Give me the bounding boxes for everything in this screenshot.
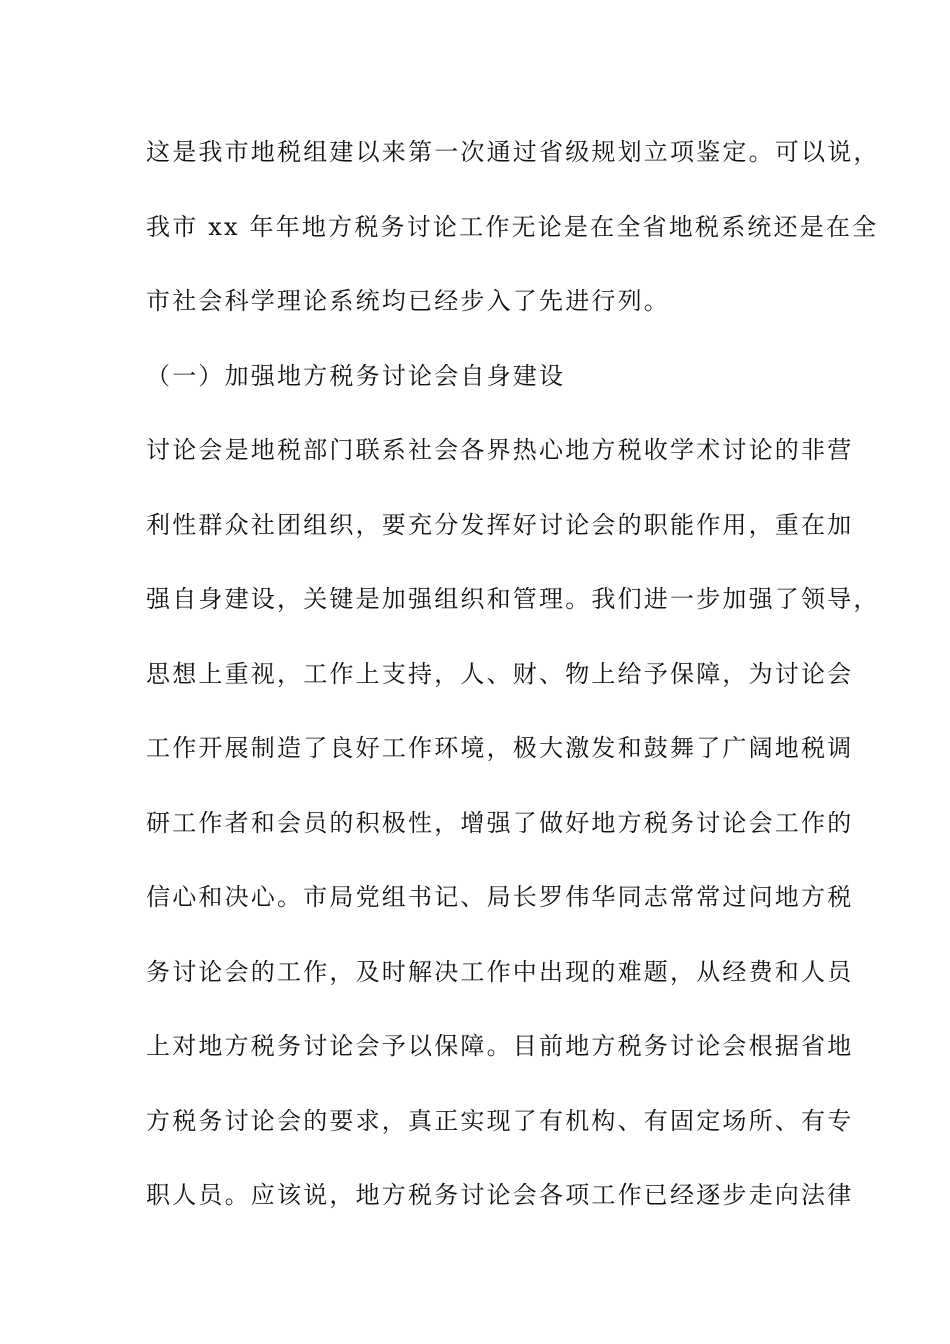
text-line: 职人员。应该说，地方税务讨论会各项工作已经逐步走向法律 [146,1181,854,1209]
text-line: 工作开展制造了良好工作环境，极大激发和鼓舞了广阔地税调 [146,734,854,762]
text-line: 利性群众社团组织，要充分发挥好讨论会的职能作用，重在加 [146,510,854,539]
text-line: 务讨论会的工作，及时解决工作中出现的难题，从经费和人员 [146,957,854,986]
text-line: 市社会科学理论系统均已经步入了先进行列。 [146,287,670,315]
text-line: 方税务讨论会的要求，真正实现了有机构、有固定场所、有专 [146,1106,854,1135]
text-line: 思想上重视，工作上支持，人、财、物上给予保障，为讨论会 [146,659,854,688]
body-text [146,128,880,1246]
text-line: 上对地方税务讨论会予以保障。目前地方税务讨论会根据省地 [146,1032,854,1060]
text-line: 我市 xx 年年地方税务讨论工作无论是在全省地税系统还是在全 [146,212,879,241]
text-line: 这是我市地税组建以来第一次通过省级规划立项鉴定。可以说， [146,138,880,166]
section-heading: （一）加强地方税务讨论会自身建设 [146,361,566,390]
text-line: 研工作者和会员的积极性，增强了做好地方税务讨论会工作的 [146,808,854,837]
text-line: 信心和决心。市局党组书记、局长罗伟华同志常常过问地方税 [146,883,854,911]
text-line: 强自身建设，关键是加强组织和管理。我们进一步加强了领导， [146,585,880,613]
text-line: 讨论会是地税部门联系社会各界热心地方税收学术讨论的非营 [146,436,854,464]
